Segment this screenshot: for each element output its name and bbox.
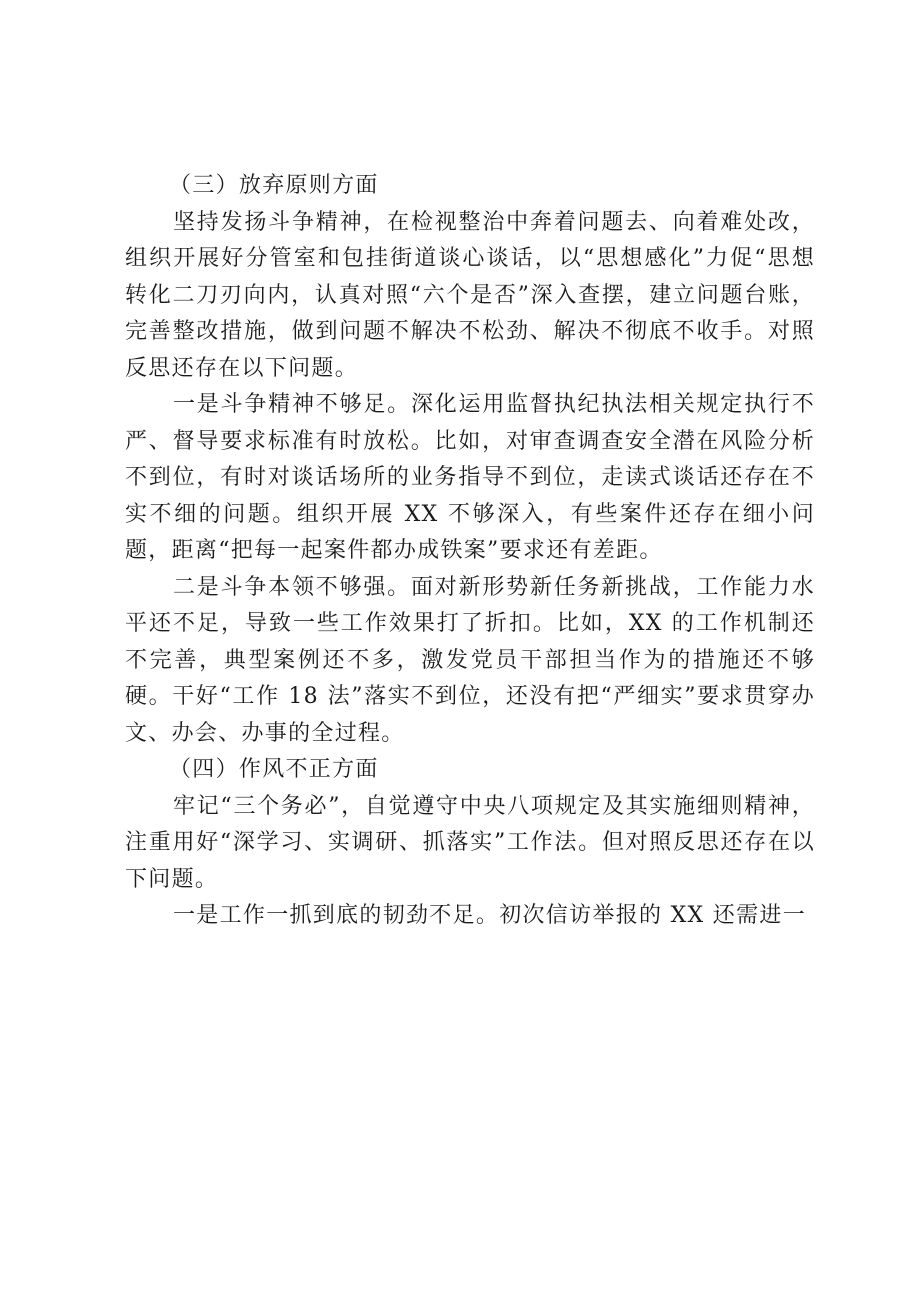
paragraph-section4-item1: 一是工作一抓到底的韧劲不足。初次信访举报的 XX 还需进一 <box>173 903 807 928</box>
paragraph-section4-intro: 牢记“三个务必”，自觉遵守中央八项规定及其实施细则精神，注重用好“深学习、实调研、抓落实”工作法。但对照反思还存在以下问题。 <box>125 793 815 892</box>
section-heading-4: （四）作风不正方面 <box>169 757 379 782</box>
document-body <box>125 168 815 935</box>
paragraph-section3-item1: 一是斗争精神不够足。深化运用监督执纪执法相关规定执行不严、督导要求标准有时放松。比如，对审查调查安全潜在风险分析不到位，有时对谈话场所的业务指导不到位，走读式谈话还存在不实不细的问题。组织开展 XX 不够深入，有些案件还存在细小问题，距离“把每一起案件都办成铁案”要求还有差距。 <box>125 392 815 563</box>
paragraph-section3-intro: 坚持发扬斗争精神，在检视整治中奔着问题去、向着难处改，组织开展好分管室和包挂街道谈心谈话，以“思想感化”力促“思想转化二刀刃向内，认真对照“六个是否”深入查摆，建立问题台账，完善整改措施，做到问题不解决不松劲、解决不彻底不收手。对照反思还存在以下问题。 <box>125 209 815 381</box>
paragraph-section3-item2: 二是斗争本领不够强。面对新形势新任务新挑战，工作能力水平还不足，导致一些工作效果打了折扣。比如，XX 的工作机制还不完善，典型案例还不多，激发党员干部担当作为的措施还不够硬。干好“工作 18 法”落实不到位，还没有把“严细实”要求贯穿办文、办会、办事的全过程。 <box>125 574 815 746</box>
section-heading-3: （三）放弃原则方面 <box>169 173 379 198</box>
